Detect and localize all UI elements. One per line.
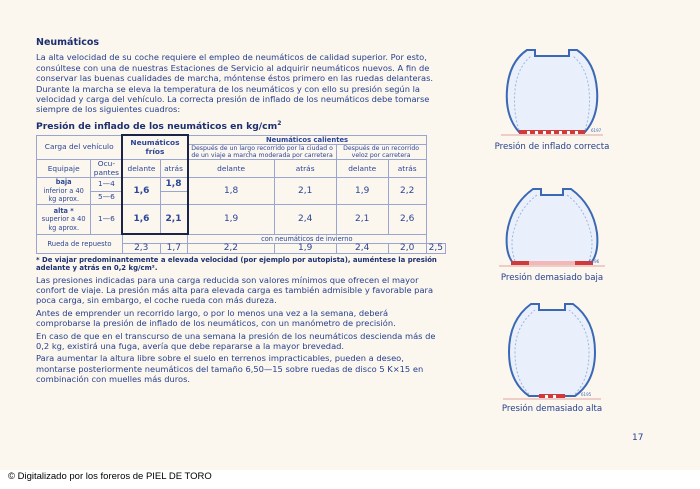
table-row: [37, 204, 446, 234]
hot-city-rear-value: 2,1: [274, 178, 336, 205]
high-luggage-cell: alta * superior a 40 kg aprox.: [37, 204, 91, 234]
front-header: delante: [336, 160, 388, 178]
table-row: [37, 234, 446, 244]
tyre-high-icon: [497, 298, 607, 402]
hot-road-front-value: 1,9: [336, 178, 388, 205]
hot-road-rear-value: 2,6: [388, 204, 426, 234]
load-header: Carga del vehículo: [37, 135, 123, 160]
figure-low-pressure: [487, 183, 617, 283]
section-heading: Neumáticos: [36, 37, 100, 48]
cold-rear-value: 2,1: [160, 204, 187, 234]
tyre-low-icon: [497, 183, 607, 271]
figure-caption: Presión de inflado correcta: [494, 142, 610, 152]
paragraph: La alta velocidad de su coche requiere el empleo de neumáticos de calidad superior. Por esto, consúltese con una de nuestras Estaciones de Servicio al adquirir neumáticos nuevos. A fin de conservar las buenas cualidades de marcha, móntense éstos primero en las ruedas delanteras.: [36, 52, 434, 84]
svg-text:6197: 6197: [591, 128, 602, 133]
occupants-cell: 1—4: [91, 178, 123, 191]
figure-high-pressure: [487, 298, 617, 414]
winter-tyres-label: con neumáticos de invierno: [188, 234, 427, 244]
paragraph: Las presiones indicadas para una carga reducida son valores mínimos que ofrecen el mayor confort de viaje. La presión más alta para elevada carga es también admisible y favorable para poca carga, sin embargo, el coche rueda con más dureza.: [36, 274, 434, 306]
winter-value: 1,9: [274, 244, 336, 254]
pressure-table: [36, 134, 446, 254]
paragraph: Durante la marcha se eleva la temperatura de los neumáticos y con ello su presión según la velocidad y carga del vehículo. La correcta presión de inflado de los neumáticos debe tomarse siempre de los siguientes cuadros:: [36, 83, 430, 115]
table-row: [37, 178, 446, 191]
winter-value: 2,2: [188, 244, 275, 254]
table-title: Presión de inflado de los neumáticos en $kg/cm^2$: [36, 119, 282, 132]
rear-header: atrás: [274, 160, 336, 178]
spare-value: 2,3: [122, 244, 160, 254]
rear-header: atrás: [388, 160, 426, 178]
hot-city-rear-value: 2,4: [274, 204, 336, 234]
footnote: * De viajar predominantemente a elevada velocidad (por ejemplo por autopista), auméntese la presión adelante y atrás en 0,2 kg/cm².: [36, 255, 437, 273]
hot-city-header: Después de un largo recorrido por la ciudad o de un viaje a marcha moderada por carretera: [188, 145, 337, 160]
scan-credit-footer: © Digitalizado por los foreros de PIEL DE TORO: [8, 471, 212, 482]
front-header: delante: [122, 160, 160, 178]
hot-road-front-value: 2,1: [336, 204, 388, 234]
text-column: [36, 38, 444, 385]
cold-front-value: 1,6: [122, 178, 160, 205]
occupants-header: Ocu- pantes: [91, 160, 123, 178]
figure-correct-pressure: [487, 42, 617, 152]
figure-caption: Presión demasiado baja: [500, 273, 604, 283]
occupants-cell: 1—6: [91, 204, 123, 234]
luggage-header: Equipaje: [37, 160, 91, 178]
hot-city-front-value: 1,9: [188, 204, 275, 234]
spare-wheel-label: Rueda de repuesto: [37, 234, 123, 253]
hot-city-front-value: 1,8: [188, 178, 275, 205]
svg-text:6196: 6196: [589, 259, 600, 264]
low-luggage-cell: baja inferior a 40 kg aprox.: [37, 178, 91, 205]
cold-tyres-header: Neumáticos fríos: [122, 135, 187, 160]
occupants-cell: 5—6: [91, 191, 123, 204]
figure-caption: Presión demasiado alta: [501, 404, 603, 414]
rear-header: atrás: [160, 160, 187, 178]
winter-value: 2,5: [426, 244, 445, 254]
paragraph: En caso de que en el transcurso de una semana la presión de los neumáticos descienda más de 0,2 kg, existirá una fuga, avería que debe repararse a la mayor brevedad.: [36, 330, 436, 352]
page-number: 17: [632, 433, 644, 443]
hot-tyres-header: Neumáticos calientes: [188, 135, 427, 145]
hot-road-rear-value: 2,2: [388, 178, 426, 205]
cold-front-value: 1,6: [122, 204, 160, 234]
winter-value: 2,4: [336, 244, 388, 254]
paragraph: Para aumentar la altura libre sobre el suelo en terrenos impracticables, pueden a deseo, montarse posteriormente neumáticos del tamaño 6,50—15 sobre ruedas de disco 5 K×15 en combinación con muelles más duros.: [36, 353, 424, 385]
cold-rear-value: 1,8: [160, 178, 187, 191]
winter-value: 2,0: [388, 244, 426, 254]
winter-value: 1,7: [160, 244, 187, 254]
svg-text:6195: 6195: [581, 392, 592, 397]
front-header: delante: [188, 160, 275, 178]
paragraph: Antes de emprender un recorrido largo, o por lo menos una vez a la semana, deberá comprobarse la presión de inflado de los neumáticos, con un manómetro de precisión.: [36, 307, 396, 329]
cold-rear-empty: [160, 191, 187, 204]
tyre-correct-icon: [497, 42, 607, 140]
hot-road-header: Después de un recorrido veloz por carretera: [336, 145, 426, 160]
